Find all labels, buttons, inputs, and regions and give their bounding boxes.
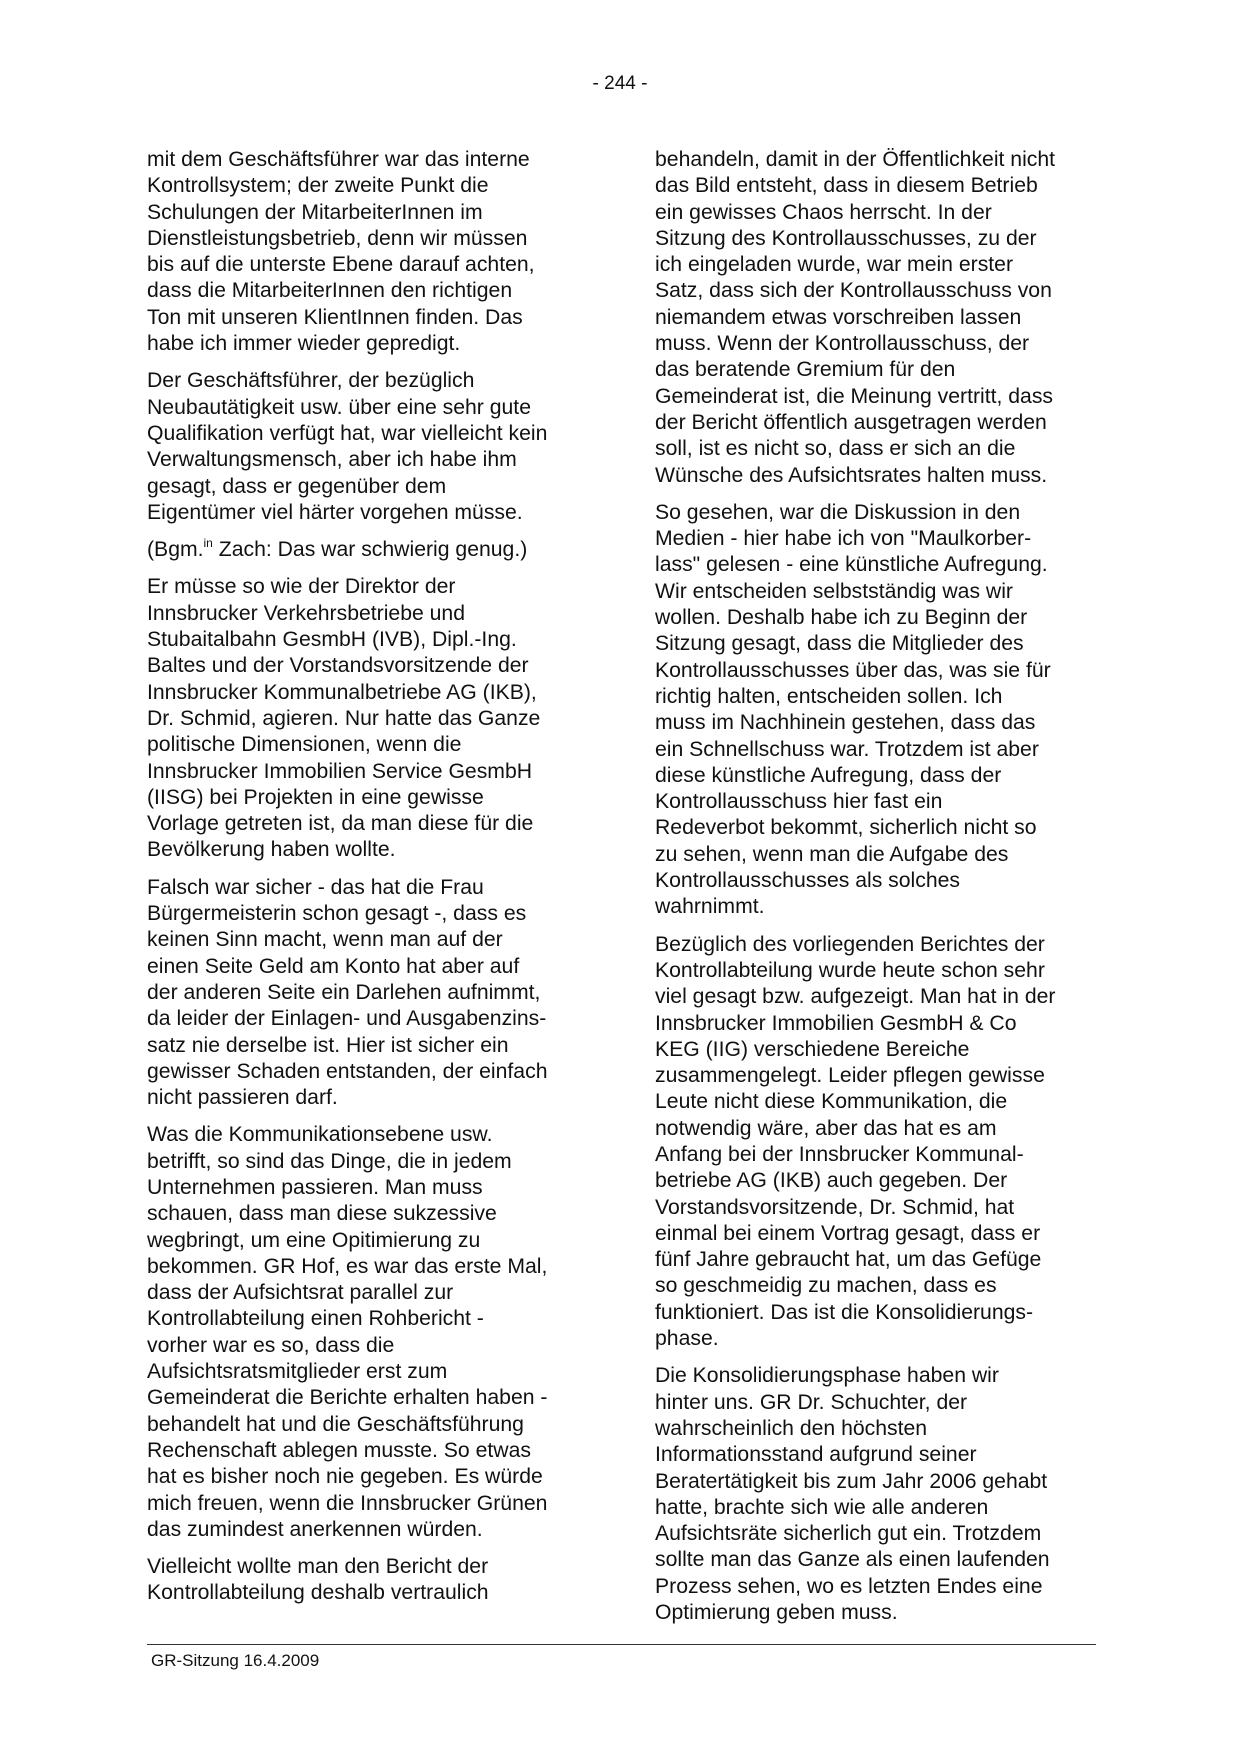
paragraph: Die Konsolidierungsphase haben wir hinter uns. GR Dr. Schuchter, der wahrscheinlich den höchsten Informationsstand aufgrund seiner Beratertätigkeit bis zum Jahr 2006 gehabt hatte, brachte sich wie alle anderen Aufsichtsräte sicherlich gut ein. Trotzdem sollte man das Ganze als einen laufenden Prozess sehen, wo es letzten Endes eine Optimierung geben muss. bbox=[655, 1364, 1050, 1625]
paragraph: Bezüglich des vorliegenden Berichtes der Kontrollabteilung wurde heute schon sehr viel gesagt bzw. aufgezeigt. Man hat in der Innsbrucker Immobilien GesmbH & Co KEG (IIG) verschiedene Bereiche zusammengelegt. Leider pflegen gewisse Leute nicht diese Kommunikation, die notwendig wäre, aber das hat es am Anfang bei der Innsbrucker Kommunal- betriebe AG (IKB) auch gegeben. Der Vorstandsvorsitzende, Dr. Schmid, hat einmal bei einem Vortrag gesagt, dass er fünf Jahre gebraucht hat, um das Gefüge so geschmeidig zu machen, dass es funktioniert. Das ist die Konsolidierungs- phase. bbox=[655, 932, 1056, 1351]
paragraph: Der Geschäftsführer, der bezüglich Neubautätigkeit usw. über eine sehr gute Qualifikation verfügt hat, war vielleicht kein Verwaltungsmensch, aber ich habe ihm gesagt, dass er gegenüber dem Eigentümer viel härter vorgehen müsse. bbox=[147, 369, 548, 524]
paragraph: So gesehen, war die Diskussion in den Medien - hier habe ich von "Maulkorber- lass" gelesen - eine künstliche Aufregung. Wir entscheiden selbstständig was wir wollen. Deshalb habe ich zu Beginn der Sitzung gesagt, dass die Mitglieder des Kontrollausschusses über das, was sie für richtig halten, entscheiden sollen. Ich muss im Nachhinein gestehen, dass das ein Schnellschuss war. Trotzdem ist aber diese künstliche Aufregung, dass der Kontrollausschuss hier fast ein Redeverbot bekommt, sicherlich nicht so zu sehen, wenn man die Aufgabe des Kontrollausschusses als solches wahrnimmt. bbox=[655, 500, 1051, 919]
interjection-prefix: (Bgm. bbox=[147, 538, 204, 562]
paragraph: behandeln, damit in der Öffentlichkeit nicht das Bild entsteht, dass in diesem Betrieb ein gewisses Chaos herrscht. In der Sitzung des Kontrollausschusses, zu der ich eingeladen wurde, war mein erster Satz, dass sich der Kontrollausschuss von niemandem etwas vorschreiben lassen muss. Wenn der Kontrollausschuss, der das beratende Gremium für den Gemeinderat ist, die Meinung vertritt, dass der Bericht öffentlich ausgetragen werden soll, ist es nicht so, dass er sich an die Wünsche des Aufsichtsrates halten muss. bbox=[655, 148, 1056, 487]
paragraph: Er müsse so wie der Direktor der Innsbrucker Verkehrsbetriebe und Stubaitalbahn GesmbH (IVB), Dipl.-Ing. Baltes und der Vorstandsvorsitzende der Innsbrucker Kommunalbetriebe AG (IKB), Dr. Schmid, agieren. Nur hatte das Ganze politische Dimensionen, wenn die Innsbrucker Immobilien Service GesmbH (IISG) bei Projekten in eine gewisse Vorlage getreten ist, da man diese für die Bevölkerung haben wollte. bbox=[147, 575, 541, 862]
footer-divider bbox=[147, 1644, 1096, 1645]
interjection bbox=[147, 537, 587, 563]
interjection-superscript: in bbox=[203, 536, 213, 551]
right-text-column bbox=[655, 147, 1095, 1626]
paragraph: mit dem Geschäftsführer war das interne Kontrollsystem; der zweite Punkt die Schulungen der MitarbeiterInnen im Dienstleistungsbetrieb, denn wir müssen bis auf die unterste Ebene darauf achten, dass die MitarbeiterInnen den richtigen Ton mit unseren KlientInnen finden. Das habe ich immer wieder gepredigt. bbox=[147, 148, 535, 356]
paragraph: Falsch war sicher - das hat die Frau Bürgermeisterin schon gesagt -, dass es keinen Sinn macht, wenn man auf der einen Seite Geld am Konto hat aber auf der anderen Seite ein Darlehen aufnimmt, da leider der Einlagen- und Ausgabenzins- satz nie derselbe ist. Hier ist sicher ein gewisser Schaden entstanden, der einfach nicht passieren darf. bbox=[147, 875, 548, 1110]
page-number: - 244 - bbox=[592, 73, 648, 94]
left-text-column bbox=[147, 147, 587, 1607]
footer-session-date: GR-Sitzung 16.4.2009 bbox=[151, 1651, 320, 1670]
paragraph: Was die Kommunikationsebene usw. betrifft, so sind das Dinge, die in jedem Unternehmen passieren. Man muss schauen, dass man diese sukzessive wegbringt, um eine Opitimierung zu bekommen. GR Hof, es war das erste Mal, dass der Aufsichtsrat parallel zur Kontrollabteilung einen Rohbericht - vorher war es so, dass die Aufsichtsratsmitglieder erst zum Gemeinderat die Berichte erhalten haben - behandelt hat und die Geschäftsführung Rechenschaft ablegen musste. So etwas hat es bisher noch nie gegeben. Es würde mich freuen, wenn die Innsbrucker Grünen das zumindest anerkennen würden. bbox=[147, 1123, 548, 1541]
paragraph: Vielleicht wollte man den Bericht der Kontrollabteilung deshalb vertraulich bbox=[147, 1555, 489, 1605]
interjection-text: Zach: Das war schwierig genug.) bbox=[212, 538, 528, 562]
